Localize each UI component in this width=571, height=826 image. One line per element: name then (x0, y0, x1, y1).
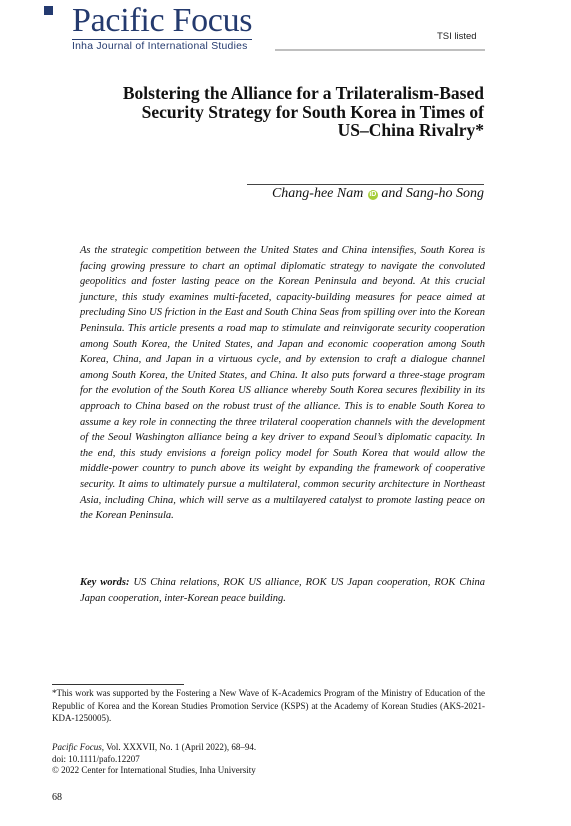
author-name[interactable]: Sang-ho Song (405, 186, 484, 201)
keywords-label: Key words: (80, 577, 130, 588)
citation-block (52, 742, 256, 777)
citation-doi[interactable]: doi: 10.1111/pafo.12207 (52, 753, 140, 764)
abstract: As the strategic competition between the United States and China intensifies, South Korea is facing growing pressure to chart an optimal diplomatic strategy to navigate the convoluted geopolitics and foster lasting peace on the Korean Peninsula and beyond. At this crucial juncture, this study examines multi-faceted, capacity-building measures for peace aimed at precluding Sino US friction in the East and South China Seas from spilling over into the Korean Peninsula. This article presents a road map to stimulate and reinvigorate security cooperation among South Korea, the United States, and Japan and economic cooperation among South Korea, China, and Japan in a virtuous cycle, and by extension to craft a dialogue channel among South Korea, the United States, and China. It also puts forward a three-stage program for the evolution of the South Korea US alliance whereby South Korea secures flexibility in its approach to China based on the robust trust of the alliance. This is to enable South Korea to assume a key role in connecting the three trilateral cooperation channels with the development of the Seoul Washington alliance being a key driver to expand Seoul’s diplomatic capacity. In the end, this study envisions a foreign policy model for South Korea that would allow the middle-power country to punch above its weight by expanding the framework of cooperative security. It aims to ultimately pursue a multilateral, common security architecture in Northeast Asia, including China, which will serve as a multilayered catalyst to promote lasting peace on the Korean Peninsula. (80, 245, 485, 522)
indexing-tag: TSI listed (437, 31, 477, 42)
title-line: US–China Rivalry* (337, 120, 484, 140)
page-number: 68 (52, 792, 62, 803)
keywords (80, 575, 485, 606)
author-divider (247, 184, 484, 185)
footnote-divider (52, 684, 184, 685)
journal-logo-rule (72, 39, 252, 40)
author-list (200, 186, 484, 202)
journal-logo-title: Pacific Focus (72, 2, 253, 39)
author-name[interactable]: Chang-hee Nam (271, 186, 364, 201)
citation-copyright: © 2022 Center for International Studies, Inha University (52, 765, 256, 775)
title-line: Bolstering the Alliance for a Trilateralism-Based (122, 83, 484, 103)
brand-mark (44, 6, 53, 15)
footnote: *This work was supported by the Fostering a New Wave of K-Academics Program of the Ministry of Education of the Republic of Korea and the Korean Studies Promotion Service (KSPS) at the Academy of Korean Studies (AKS-2021-KDA-1250005). (52, 688, 485, 724)
header-divider (275, 49, 485, 51)
article-title (60, 84, 484, 140)
citation-issue: Vol. XXXVII, No. 1 (April 2022), 68–94. (103, 742, 257, 752)
keywords-list: US China relations, ROK US alliance, ROK US Japan cooperation, ROK China Japan cooperation, inter-Korean peace building. (80, 577, 486, 604)
author-joiner: and (381, 186, 403, 201)
journal-logo-subtitle: Inha Journal of International Studies (72, 41, 248, 52)
title-line: Security Strategy for South Korea in Times of (141, 101, 484, 122)
citation-line (52, 742, 256, 754)
orcid-icon[interactable]: iD (369, 191, 377, 198)
citation-journal: Pacific Focus, (52, 742, 104, 752)
